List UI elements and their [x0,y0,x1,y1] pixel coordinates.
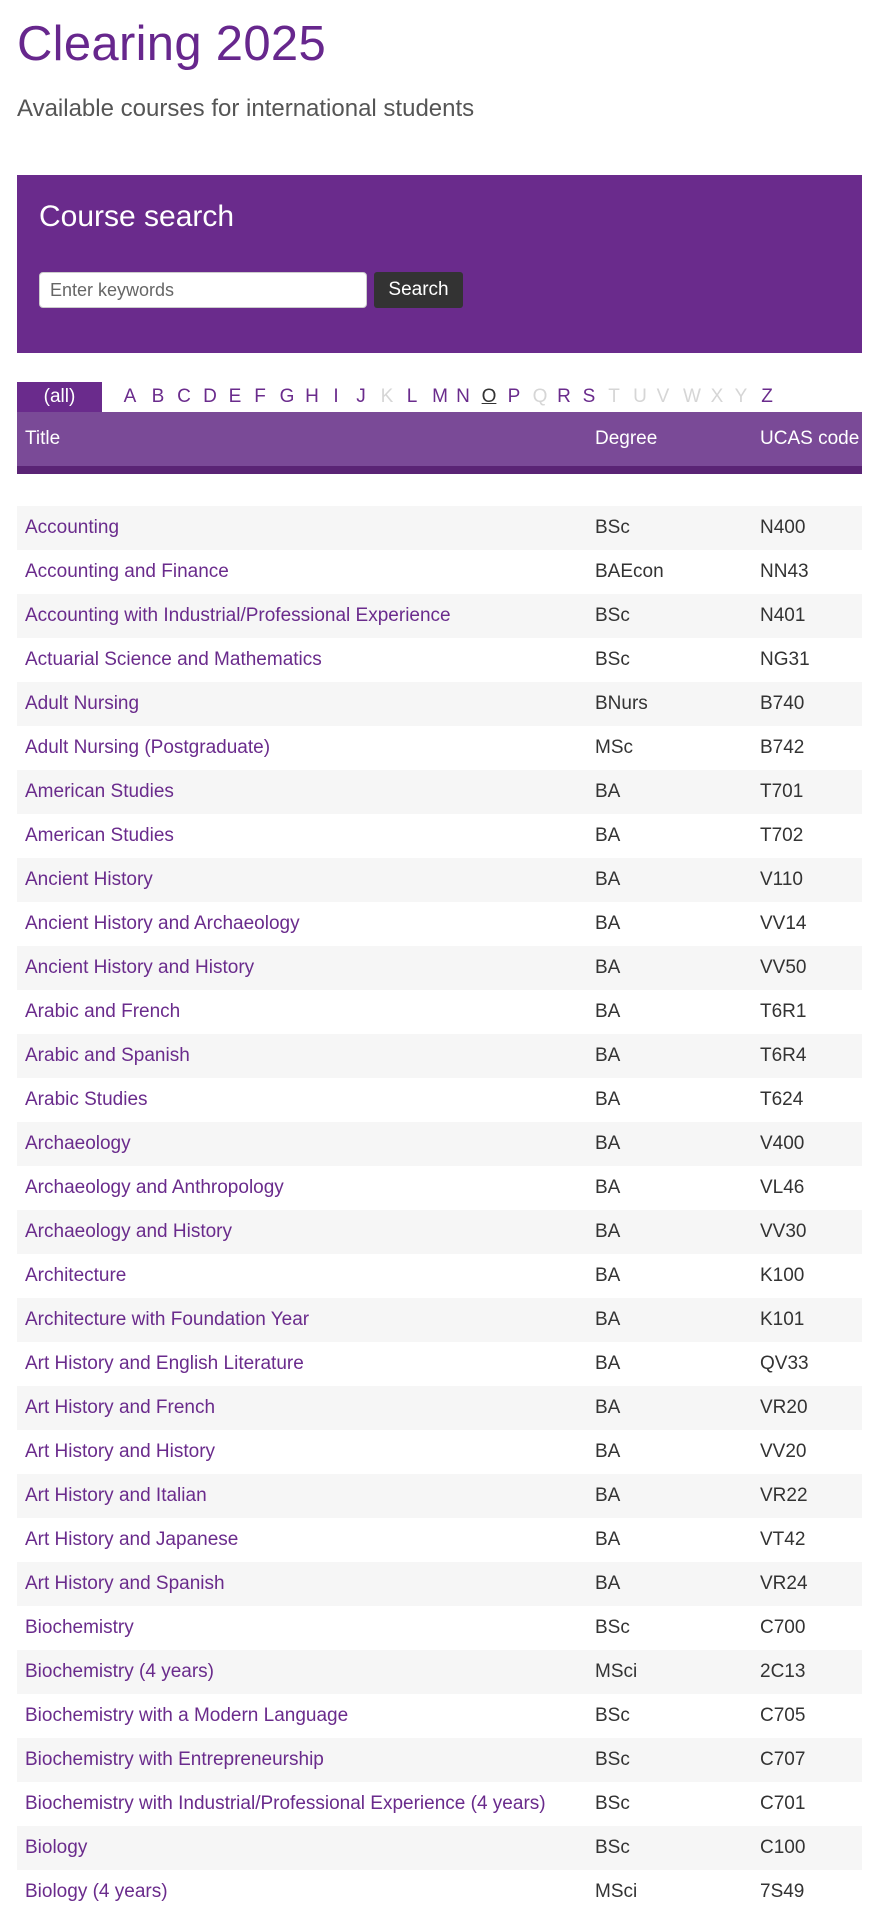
table-row [17,638,862,682]
table-row [17,726,862,770]
course-degree: BA [595,1221,621,1242]
az-filter-all-tab[interactable]: (all) [17,382,102,412]
az-letter-y: Y [734,386,748,407]
table-row [17,506,862,550]
az-letter-t: T [608,386,620,407]
table-row [17,1782,862,1826]
course-title-link[interactable]: Biochemistry with Entrepreneurship [25,1749,324,1770]
course-degree: BA [595,1441,621,1462]
course-degree: BA [595,1573,621,1594]
az-filter-bar [17,382,862,412]
course-degree: BA [595,1089,621,1110]
table-row [17,1430,862,1474]
course-ucas-code: VV50 [760,957,807,978]
az-letter-i[interactable]: I [333,386,339,407]
table-row [17,1606,862,1650]
table-row [17,1166,862,1210]
course-title-link[interactable]: Art History and English Literature [25,1353,304,1374]
course-ucas-code: C700 [760,1617,806,1638]
course-title-link[interactable]: Arabic and French [25,1001,181,1022]
course-degree: BAEcon [595,561,664,582]
az-letter-g[interactable]: G [279,386,295,407]
course-degree: BSc [595,1749,630,1770]
course-degree: MSc [595,737,633,758]
course-degree: BA [595,1265,621,1286]
course-title-link[interactable]: Architecture with Foundation Year [25,1309,310,1330]
table-row [17,1342,862,1386]
course-title-link[interactable]: Ancient History and Archaeology [25,913,300,934]
course-ucas-code: C701 [760,1793,806,1814]
az-letter-m[interactable]: M [432,386,448,407]
course-ucas-code: VR22 [760,1485,808,1506]
course-ucas-code: B740 [760,693,805,714]
course-title-link[interactable]: Arabic Studies [25,1089,148,1110]
course-ucas-code: T624 [760,1089,804,1110]
table-row [17,814,862,858]
course-ucas-code: T6R1 [760,1001,807,1022]
course-degree: BSc [595,517,630,538]
course-search-heading: Course search [39,200,235,233]
course-degree: MSci [595,1881,638,1902]
column-header-degree: Degree [595,428,658,449]
az-letter-h[interactable]: H [305,386,319,407]
search-button[interactable]: Search [374,272,463,308]
course-ucas-code: V110 [760,869,803,890]
course-ucas-code: T701 [760,781,804,802]
table-row [17,1474,862,1518]
course-degree: BSc [595,605,630,626]
az-letter-n[interactable]: N [456,386,470,407]
course-ucas-code: T6R4 [760,1045,807,1066]
az-letter-w: W [683,386,701,407]
course-title-link[interactable]: Archaeology [25,1133,131,1154]
course-ucas-code: QV33 [760,1353,809,1374]
course-title-link[interactable]: Biochemistry (4 years) [25,1661,214,1682]
course-degree: BA [595,825,621,846]
course-degree: BA [595,1397,621,1418]
table-header [17,412,862,474]
course-title-link[interactable]: Adult Nursing (Postgraduate) [25,737,271,758]
az-letter-k: K [380,386,394,407]
az-letter-v: V [656,386,670,407]
table-row [17,1694,862,1738]
table-row [17,1826,862,1870]
course-ucas-code: V400 [760,1133,805,1154]
az-letter-j[interactable]: J [356,386,366,407]
course-title-link[interactable]: Ancient History [25,869,153,890]
az-letter-x: X [710,386,724,407]
table-row [17,770,862,814]
course-title-link[interactable]: Art History and Italian [25,1485,207,1506]
table-row [17,1870,862,1914]
table-row [17,1210,862,1254]
az-letter-b[interactable]: B [151,386,165,407]
course-degree: BSc [595,1837,630,1858]
table-row [17,1122,862,1166]
course-ucas-code: B742 [760,737,805,758]
az-letter-o[interactable]: O [481,386,497,407]
table-row [17,1562,862,1606]
course-ucas-code: VR20 [760,1397,808,1418]
course-degree: BA [595,957,621,978]
table-row [17,594,862,638]
course-degree: BA [595,913,621,934]
course-ucas-code: VR24 [760,1573,808,1594]
table-row [17,858,862,902]
table-row [17,1738,862,1782]
course-title-link[interactable]: Accounting with Industrial/Professional Experience [25,605,451,626]
course-degree: BNurs [595,693,648,714]
table-row [17,1298,862,1342]
column-header-ucas-code: UCAS code [760,428,860,449]
az-letter-f[interactable]: F [254,386,266,407]
table-row [17,1254,862,1298]
course-degree: BA [595,1353,621,1374]
course-ucas-code: C707 [760,1749,806,1770]
az-letter-c[interactable]: C [177,386,191,407]
az-letter-p[interactable]: P [507,386,521,407]
course-title-link[interactable]: Art History and French [25,1397,216,1418]
course-ucas-code: N401 [760,605,806,626]
course-ucas-code: C100 [760,1837,806,1858]
course-search-panel [17,175,862,353]
az-letter-s[interactable]: S [582,386,596,407]
course-title-link[interactable]: Art History and Spanish [25,1573,225,1594]
course-degree: BSc [595,649,630,670]
course-ucas-code: VV20 [760,1441,807,1462]
course-ucas-code: C705 [760,1705,806,1726]
course-title-link[interactable]: Archaeology and History [25,1221,232,1242]
table-row [17,1078,862,1122]
course-ucas-code: VV14 [760,913,807,934]
az-letter-q: Q [532,386,548,407]
course-title-link[interactable]: Accounting [25,517,120,538]
course-title-link[interactable]: Biochemistry with Industrial/Professional Experience (4 years) [25,1793,546,1814]
az-letter-z[interactable]: Z [761,386,773,407]
course-degree: BSc [595,1705,630,1726]
az-letter-u: U [633,386,647,407]
page-subtitle: Available courses for international students [17,95,475,122]
course-degree: BA [595,1001,621,1022]
table-row [17,1386,862,1430]
az-letter-r[interactable]: R [557,386,571,407]
course-ucas-code: K101 [760,1309,805,1330]
course-degree: BA [595,869,621,890]
course-degree: BA [595,1045,621,1066]
course-title-link[interactable]: American Studies [25,825,174,846]
course-title-link[interactable]: Biology [25,1837,88,1858]
column-header-title: Title [25,428,61,449]
course-title-link[interactable]: Actuarial Science and Mathematics [25,649,322,670]
course-ucas-code: VT42 [760,1529,806,1550]
course-title-link[interactable]: Accounting and Finance [25,561,229,582]
keywords-search-input[interactable] [39,272,367,308]
az-letter-l[interactable]: L [406,386,418,407]
course-degree: BA [595,1133,621,1154]
az-letter-e[interactable]: E [228,386,242,407]
table-row [17,1518,862,1562]
table-row [17,1034,862,1078]
course-title-link[interactable]: Biochemistry with a Modern Language [25,1705,349,1726]
course-ucas-code: VV30 [760,1221,807,1242]
course-degree: MSci [595,1661,638,1682]
course-degree: BA [595,781,621,802]
course-title-link[interactable]: Archaeology and Anthropology [25,1177,284,1198]
course-degree: BA [595,1309,621,1330]
course-ucas-code: K100 [760,1265,805,1286]
az-letter-d[interactable]: D [203,386,217,407]
table-row [17,990,862,1034]
page-title: Clearing 2025 [17,17,327,71]
course-title-link[interactable]: American Studies [25,781,174,802]
course-ucas-code: 7S49 [760,1881,805,1902]
course-ucas-code: NG31 [760,649,810,670]
course-degree: BA [595,1529,621,1550]
table-row [17,682,862,726]
course-ucas-code: NN43 [760,561,809,582]
course-title-link[interactable]: Art History and Japanese [25,1529,239,1550]
table-row [17,946,862,990]
course-degree: BSc [595,1617,630,1638]
course-ucas-code: VL46 [760,1177,805,1198]
course-degree: BSc [595,1793,630,1814]
course-title-link[interactable]: Biochemistry [25,1617,134,1638]
course-title-link[interactable]: Arabic and Spanish [25,1045,190,1066]
course-ucas-code: T702 [760,825,804,846]
course-degree: BA [595,1485,621,1506]
table-row [17,902,862,946]
course-ucas-code: N400 [760,517,806,538]
table-row [17,1650,862,1694]
course-degree: BA [595,1177,621,1198]
course-ucas-code: 2C13 [760,1661,806,1682]
course-title-link[interactable]: Art History and History [25,1441,216,1462]
az-letter-a[interactable]: A [123,386,137,407]
table-row [17,550,862,594]
course-title-link[interactable]: Adult Nursing [25,693,140,714]
course-title-link[interactable]: Biology (4 years) [25,1881,168,1902]
course-title-link[interactable]: Architecture [25,1265,127,1286]
course-title-link[interactable]: Ancient History and History [25,957,255,978]
